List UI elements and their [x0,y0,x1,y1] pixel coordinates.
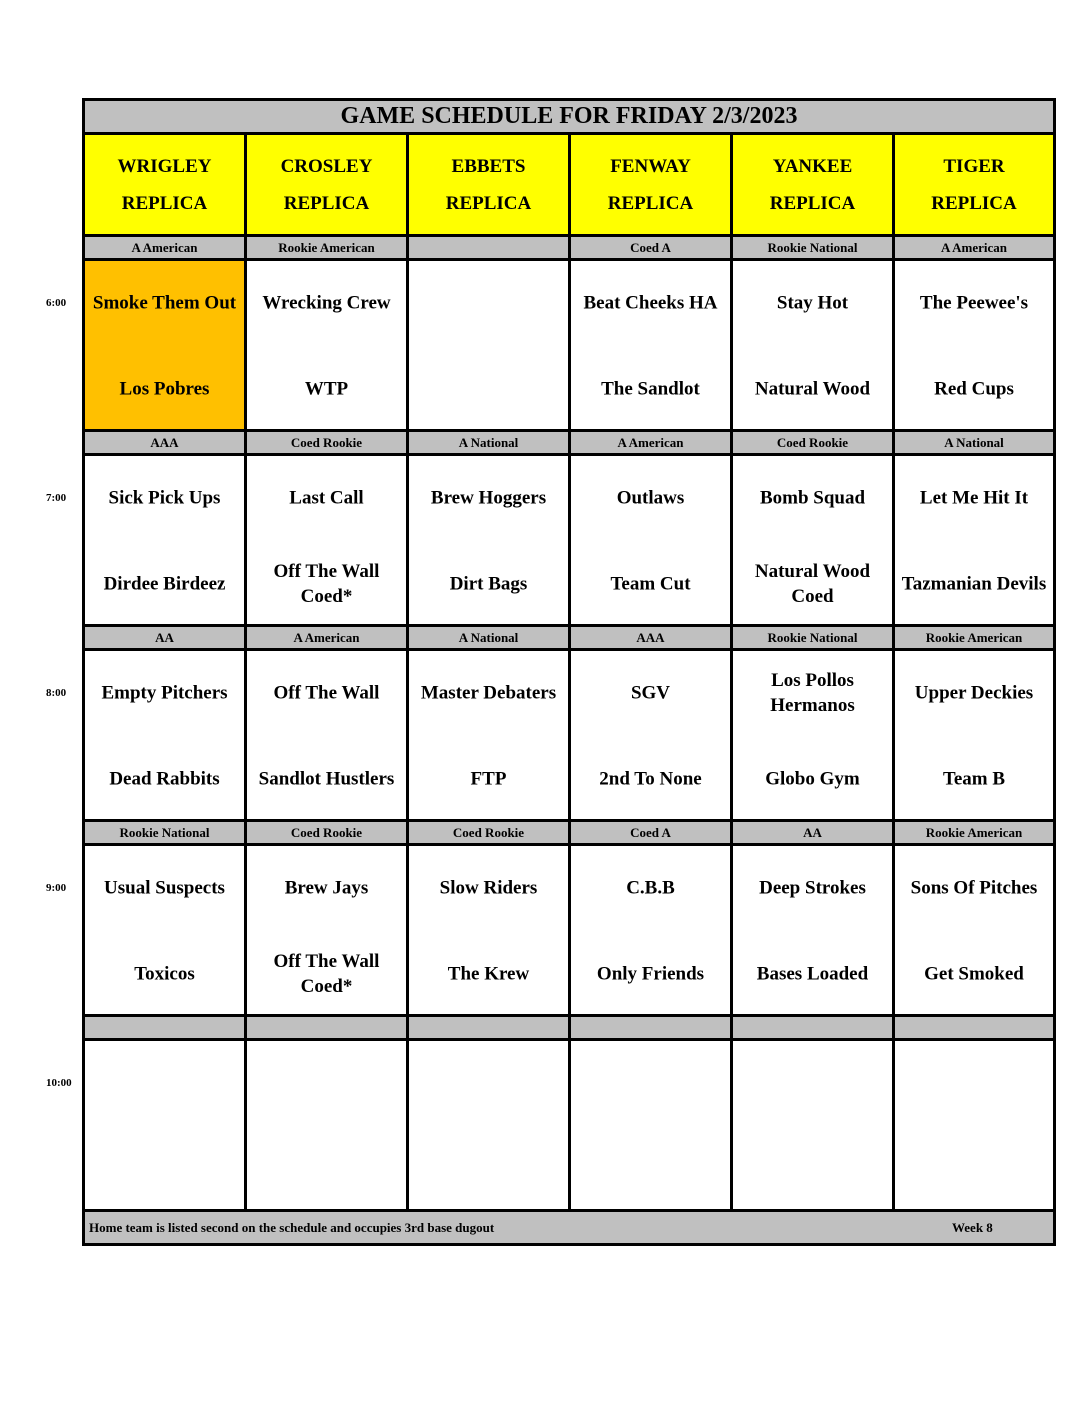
division-label: AA [85,627,247,651]
away-team: Smoke Them Out [92,292,237,314]
division-label [895,1017,1053,1041]
division-label: Rookie American [895,627,1053,651]
home-team: The Krew [447,963,530,985]
game-cell [409,1041,571,1212]
field-name: WRIGLEY [117,155,212,177]
division-label: AA [733,822,895,846]
game-cell [571,651,733,822]
game-cell [85,651,247,822]
away-team: Last Call [289,487,364,509]
away-team: Slow Riders [439,877,538,899]
home-team: Dirt Bags [449,573,528,595]
home-team: 2nd To None [599,768,702,790]
away-team: SGV [630,682,671,704]
game-cell [247,456,409,627]
game-cell [733,651,895,822]
away-team: Brew Jays [284,877,369,899]
away-team: Bomb Squad [759,487,866,509]
division-label: A American [85,237,247,261]
away-team: Sons Of Pitches [910,877,1038,899]
home-team: Get Smoked [924,963,1024,985]
division-label: Coed Rookie [733,432,895,456]
division-label [409,237,571,261]
away-team: C.B.B [626,877,675,899]
division-label: AAA [85,432,247,456]
home-team: Red Cups [934,378,1014,400]
home-team: WTP [304,378,349,400]
week-label: Week 8 [952,1220,993,1235]
footer-bar [85,1212,1053,1243]
home-team: Team Cut [610,573,691,595]
game-cell [409,846,571,1017]
home-team: Team B [942,768,1006,790]
game-cell [571,261,733,432]
division-label: Coed Rookie [247,822,409,846]
game-cell [895,261,1053,432]
game-cell [571,846,733,1017]
field-name: TIGER [943,155,1005,177]
away-team: Deep Strokes [759,877,866,899]
field-subtitle: REPLICA [607,192,694,214]
field-name: EBBETS [451,155,526,177]
away-team: Stay Hot [776,292,849,314]
division-label: Coed A [571,822,733,846]
away-team: Empty Pitchers [101,682,228,704]
home-team: Off The Wall Coed* [273,951,380,997]
division-label: A American [895,237,1053,261]
field-subtitle: REPLICA [283,192,370,214]
away-team: Off The Wall [273,682,380,704]
game-cell [85,846,247,1017]
away-team: Outlaws [616,487,685,509]
field-header-fenway [571,135,733,237]
division-label: Rookie National [733,237,895,261]
game-cell [409,456,571,627]
division-label [247,1017,409,1041]
home-team: Sandlot Hustlers [258,768,395,790]
game-cell [571,456,733,627]
away-team: Brew Hoggers [430,487,547,509]
away-team: The Peewee's [919,292,1029,314]
division-label: Rookie American [895,822,1053,846]
game-cell [85,456,247,627]
away-team: Master Debaters [420,682,557,704]
home-team: Natural Wood Coed [754,561,871,607]
field-header-yankee [733,135,895,237]
home-team: The Sandlot [601,378,700,400]
division-label: A National [895,432,1053,456]
game-cell [895,846,1053,1017]
time-label: 8:00 [46,687,67,699]
home-team: Globo Gym [765,768,860,790]
away-team: Beat Cheeks HA [583,292,718,314]
division-label [85,1017,247,1041]
game-cell [409,651,571,822]
home-team: Only Friends [596,963,705,985]
game-cell [85,261,247,432]
away-team: Usual Suspects [104,877,225,899]
field-subtitle: REPLICA [445,192,532,214]
home-team: Dirdee Birdeez [103,573,226,595]
time-label: 10:00 [46,1077,72,1089]
game-cell [247,846,409,1017]
field-header-crosley [247,135,409,237]
division-label: Rookie National [85,822,247,846]
division-label: A American [247,627,409,651]
game-cell [733,1041,895,1212]
home-team: Dead Rabbits [109,768,220,790]
away-team: Let Me Hit It [919,487,1029,509]
game-cell [733,846,895,1017]
away-team: Upper Deckies [914,682,1034,704]
time-label: 9:00 [46,882,67,894]
away-team: Los Pollos Hermanos [770,670,855,716]
game-cell [895,651,1053,822]
game-cell [247,261,409,432]
game-cell [247,1041,409,1212]
game-cell [895,1041,1053,1212]
game-cell [85,1041,247,1212]
home-team: FTP [470,768,507,790]
game-cell [733,456,895,627]
field-name: FENWAY [610,155,691,177]
schedule-sheet [82,98,1056,1246]
division-label: Rookie American [247,237,409,261]
game-cell [247,651,409,822]
home-team: Off The Wall Coed* [273,561,380,607]
division-label [733,1017,895,1041]
time-label: 6:00 [46,297,67,309]
division-label: AAA [571,627,733,651]
game-cell [895,456,1053,627]
game-cell [409,261,571,432]
home-team: Bases Loaded [756,963,869,985]
division-label: A National [409,432,571,456]
division-label: Rookie National [733,627,895,651]
field-header-wrigley [85,135,247,237]
division-label [409,1017,571,1041]
division-label [571,1017,733,1041]
game-cell [733,261,895,432]
game-cell [571,1041,733,1212]
field-subtitle: REPLICA [769,192,856,214]
field-subtitle: REPLICA [121,192,208,214]
field-name: CROSLEY [280,155,373,177]
division-label: Coed A [571,237,733,261]
schedule-title: GAME SCHEDULE FOR FRIDAY 2/3/2023 [85,101,1053,135]
division-label: Coed Rookie [409,822,571,846]
home-team: Toxicos [134,963,195,985]
division-label: A National [409,627,571,651]
home-team: Natural Wood [754,378,871,400]
home-team: Los Pobres [119,378,210,400]
footer-note: Home team is listed second on the schedule and occupies 3rd base dugout [89,1220,495,1235]
home-team: Tazmanian Devils [901,573,1047,595]
division-label: Coed Rookie [247,432,409,456]
field-header-ebbets [409,135,571,237]
division-label: A American [571,432,733,456]
field-name: YANKEE [772,155,853,177]
time-label: 7:00 [46,492,67,504]
away-team: Sick Pick Ups [108,487,221,509]
away-team: Wrecking Crew [262,292,391,314]
field-subtitle: REPLICA [931,192,1017,214]
field-header-tiger [895,135,1053,237]
